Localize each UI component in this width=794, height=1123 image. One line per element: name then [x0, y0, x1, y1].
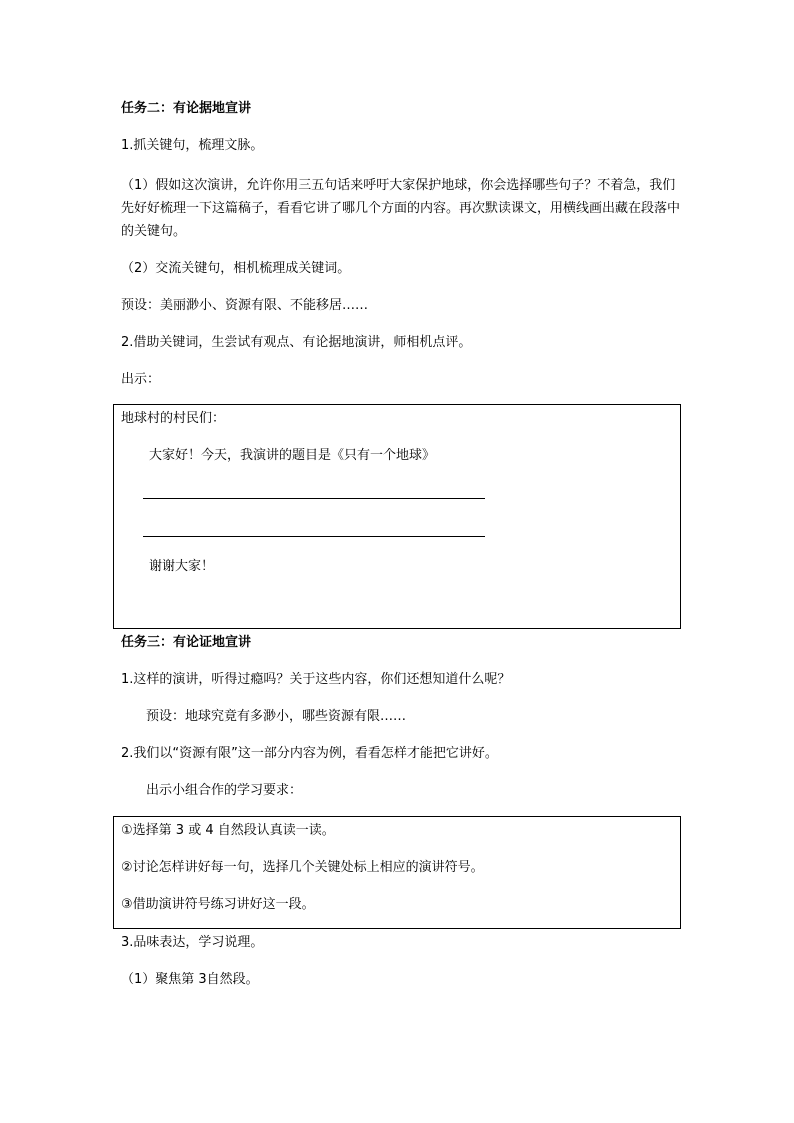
task2-step1: 1.抓关键句，梳理文脉。	[121, 138, 264, 153]
requirement-item: ①选择第 3 或 4 自然段认真读一读。	[121, 823, 335, 838]
task2-step2: 2.借助关键词，生尝试有观点、有论据地演讲，师相机点评。	[121, 335, 472, 350]
task2-show-label: 出示：	[121, 372, 161, 387]
step3-sub1: （1）聚焦第 3自然段。	[121, 972, 259, 987]
task3-preset: 预设：地球究竟有多渺小，哪些资源有限……	[146, 709, 407, 724]
task2-preset: 预设：美丽渺小、资源有限、不能移居……	[121, 298, 369, 313]
blank-line-2	[143, 536, 485, 537]
speech-template-box	[113, 404, 681, 629]
requirement-item: ②讨论怎样讲好每一句，选择几个关键处标上相应的演讲符号。	[121, 860, 484, 875]
task2-heading: 任务二：有论据地宣讲	[121, 101, 252, 116]
task3-heading: 任务三：有论证地宣讲	[121, 635, 252, 650]
speech-closing: 谢谢大家！	[149, 559, 215, 574]
blank-line-1	[143, 498, 485, 499]
task3-step2: 2.我们以“资源有限”这一部分内容为例，看看怎样才能把它讲好。	[121, 746, 498, 761]
speech-opening: 大家好！今天，我演讲的题目是《只有一个地球》	[149, 448, 436, 463]
task3-step1: 1.这样的演讲，听得过瘾吗？关于这些内容，你们还想知道什么呢？	[121, 672, 511, 687]
task2-question1: （1）假如这次演讲，允许你用三五句话来呼吁大家保护地球，你会选择哪些句子？不着急，我们先好好梳理一下这篇稿子，看看它讲了哪几个方面的内容。再次默读课文，用横线画出藏在段落中的关键句。	[121, 178, 681, 239]
task2-question2: （2）交流关键句，相机梳理成关键词。	[121, 261, 351, 276]
requirement-item: ③借助演讲符号练习讲好这一段。	[121, 897, 315, 912]
task3-show-requirements: 出示小组合作的学习要求：	[146, 783, 303, 798]
speech-salutation: 地球村的村民们：	[121, 411, 226, 426]
requirements-box	[113, 816, 681, 929]
step3-title: 3.品味表达，学习说理。	[121, 935, 264, 950]
